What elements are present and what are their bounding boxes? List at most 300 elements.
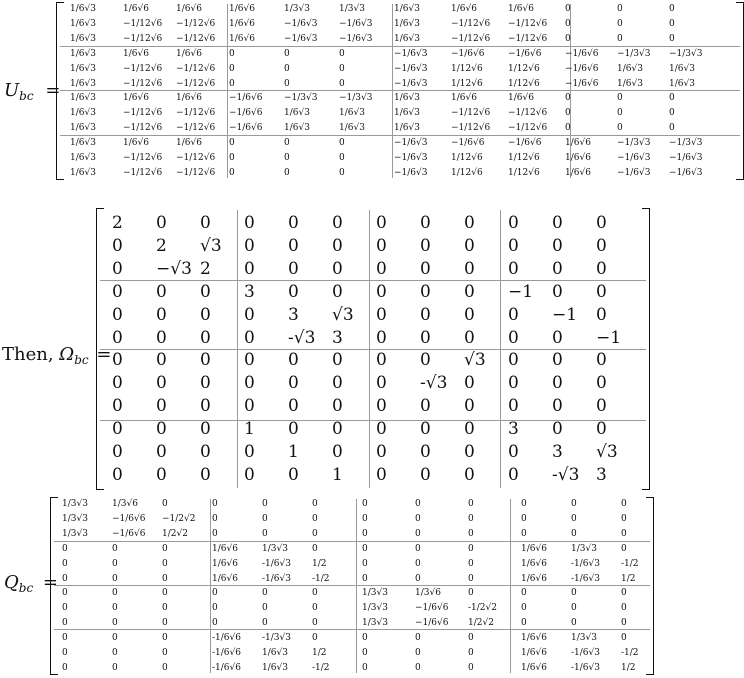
- q-matrix-cell: 0: [571, 603, 577, 614]
- o-matrix-cell: 0: [596, 304, 607, 325]
- u-matrix-cell: 1/6√3: [70, 123, 96, 134]
- q-matrix-cell: 0: [621, 543, 627, 554]
- q-matrix-cell: 1/2: [621, 662, 636, 673]
- u-matrix-cell: −1/6√3: [394, 137, 428, 148]
- q-matrix-cell: 0: [262, 603, 268, 614]
- o-matrix-cell: 0: [508, 327, 519, 348]
- q-matrix-cell: 1/6√6: [212, 558, 238, 569]
- u-matrix-cell: −1/12√6: [123, 108, 163, 119]
- q-matrix-cell: 0: [415, 529, 421, 540]
- o-matrix-cell: 0: [156, 304, 167, 325]
- o-matrix-cell: 0: [376, 281, 387, 302]
- u-matrix-cell: 1/6√6: [451, 93, 477, 104]
- q-matrix-cell: 0: [162, 647, 168, 658]
- q-matrix-cell: 0: [162, 573, 168, 584]
- q-matrix-cell: 0: [112, 662, 118, 673]
- o-matrix-cell: 1: [244, 418, 255, 439]
- o-matrix-cell: 0: [376, 464, 387, 485]
- o-matrix-cell: 0: [464, 396, 475, 417]
- omega-bc-matrix: [96, 208, 650, 490]
- o-matrix-cell: 0: [464, 236, 475, 257]
- u-matrix-cell: −1/12√6: [123, 167, 163, 178]
- u-matrix-cell: −1/12√6: [123, 78, 163, 89]
- q-matrix-cell: 0: [212, 499, 218, 510]
- q-matrix-cell: -1/2: [312, 662, 330, 673]
- u-matrix-cell: 1/12√6: [451, 167, 483, 178]
- o-matrix-cell: -√3: [288, 327, 316, 348]
- q-matrix-cell: 0: [362, 529, 368, 540]
- u-bc-label: [4, 80, 60, 103]
- u-matrix-cell: 1/6√6: [176, 93, 202, 104]
- u-matrix-cell: 0: [565, 4, 571, 15]
- o-matrix-cell: 0: [552, 327, 563, 348]
- o-matrix-cell: 0: [156, 396, 167, 417]
- q-matrix-cell: 1/3√3: [262, 543, 288, 554]
- q-matrix-cell: 0: [468, 662, 474, 673]
- o-matrix-cell: 0: [244, 259, 255, 280]
- u-matrix-cell: 1/6√3: [394, 4, 420, 15]
- o-matrix-cell: 0: [244, 350, 255, 371]
- u-matrix-cell: 1/6√3: [394, 108, 420, 119]
- o-matrix-cell: 0: [156, 464, 167, 485]
- u-matrix-cell: 1/6√3: [70, 78, 96, 89]
- o-matrix-cell: 0: [288, 418, 299, 439]
- u-matrix-cell: 1/6√3: [339, 108, 365, 119]
- u-matrix-cell: 1/6√6: [451, 4, 477, 15]
- q-matrix-cell: 0: [62, 573, 68, 584]
- q-matrix-cell: 1/6√6: [521, 558, 547, 569]
- o-matrix-cell: 0: [420, 464, 431, 485]
- u-matrix-cell: 0: [229, 167, 235, 178]
- q-matrix-cell: 1/3√3: [362, 588, 388, 599]
- u-matrix-cell: 1/6√6: [565, 167, 591, 178]
- u-matrix-cell: 0: [339, 78, 345, 89]
- u-matrix-cell: 0: [669, 108, 675, 119]
- q-matrix-cell: 1/6√6: [521, 543, 547, 554]
- u-matrix-cell: 1/6√6: [176, 4, 202, 15]
- o-matrix-cell: √3: [464, 350, 486, 371]
- q-matrix-cell: 0: [62, 632, 68, 643]
- u-matrix-cell: 1/6√3: [70, 152, 96, 163]
- q-left-bracket: [50, 497, 58, 675]
- u-matrix-cell: −1/6√3: [394, 152, 428, 163]
- q-matrix-cell: -1/2√2: [468, 603, 497, 614]
- u-matrix-cell: 1/6√6: [565, 137, 591, 148]
- q-matrix-cell: 0: [362, 543, 368, 554]
- o-matrix-cell: 0: [112, 464, 123, 485]
- u-matrix-cell: 1/6√6: [123, 93, 149, 104]
- o-matrix-cell: 0: [244, 213, 255, 234]
- q-matrix-cell: 0: [362, 573, 368, 584]
- q-matrix-cell: 0: [468, 514, 474, 525]
- o-matrix-cell: 0: [596, 236, 607, 257]
- q-matrix-cell: 0: [62, 603, 68, 614]
- u-matrix-cell: 1/6√3: [394, 19, 420, 30]
- o-matrix-cell: √3: [332, 304, 354, 325]
- o-matrix-cell: 2: [112, 213, 123, 234]
- u-label-subscript: bc: [19, 89, 34, 103]
- u-matrix-grid: [70, 2, 734, 180]
- o-matrix-cell: 0: [464, 373, 475, 394]
- q-matrix-cell: 0: [312, 514, 318, 525]
- q-matrix-cell: -1/3√3: [262, 632, 291, 643]
- o-matrix-cell: 0: [596, 373, 607, 394]
- q-matrix-cell: 0: [162, 543, 168, 554]
- u-matrix-cell: −1/12√6: [508, 123, 548, 134]
- u-matrix-cell: −1/12√6: [451, 19, 491, 30]
- o-matrix-cell: 0: [552, 281, 563, 302]
- q-matrix-cell: 0: [62, 588, 68, 599]
- o-matrix-cell: 0: [508, 213, 519, 234]
- u-matrix-cell: 0: [565, 123, 571, 134]
- q-matrix-cell: 0: [468, 529, 474, 540]
- u-matrix-cell: −1/6√3: [284, 34, 318, 45]
- u-matrix-cell: 0: [229, 137, 235, 148]
- q-matrix-cell: 0: [571, 618, 577, 629]
- u-matrix-cell: 1/12√6: [508, 78, 540, 89]
- q-matrix-cell: 0: [468, 558, 474, 569]
- u-label-symbol: U: [4, 80, 20, 101]
- u-matrix-cell: 1/6√3: [70, 108, 96, 119]
- u-matrix-cell: 0: [339, 63, 345, 74]
- u-matrix-cell: −1/3√3: [617, 48, 651, 59]
- q-matrix-cell: 0: [262, 514, 268, 525]
- q-matrix-cell: 0: [415, 499, 421, 510]
- o-matrix-cell: 0: [112, 373, 123, 394]
- u-matrix-cell: −1/12√6: [508, 19, 548, 30]
- q-label-symbol: Q: [4, 572, 19, 593]
- q-matrix-cell: 0: [621, 529, 627, 540]
- q-matrix-cell: 0: [262, 529, 268, 540]
- q-matrix-cell: 1/2√2: [162, 529, 188, 540]
- u-label-equals: =: [45, 80, 61, 101]
- q-matrix-cell: 0: [312, 618, 318, 629]
- q-matrix-cell: 0: [312, 603, 318, 614]
- u-matrix-cell: −1/6√6: [508, 137, 542, 148]
- q-matrix-cell: 0: [621, 588, 627, 599]
- u-matrix-cell: −1/6√3: [339, 34, 373, 45]
- o-matrix-cell: 0: [376, 396, 387, 417]
- o-matrix-cell: 0: [464, 441, 475, 462]
- q-matrix-cell: 1/2√2: [468, 618, 494, 629]
- q-matrix-cell: -1/2: [621, 647, 639, 658]
- q-matrix-cell: 0: [312, 632, 318, 643]
- q-matrix-cell: 1/3√3: [62, 499, 88, 510]
- o-matrix-cell: 0: [288, 396, 299, 417]
- u-matrix-cell: −1/12√6: [176, 123, 216, 134]
- q-matrix-cell: 0: [262, 588, 268, 599]
- q-matrix-cell: 1/6√6: [521, 647, 547, 658]
- q-matrix-cell: 0: [362, 514, 368, 525]
- u-matrix-cell: −1/6√3: [617, 167, 651, 178]
- q-matrix-cell: 0: [571, 499, 577, 510]
- q-matrix-cell: 0: [415, 558, 421, 569]
- u-matrix-cell: 0: [669, 34, 675, 45]
- o-matrix-cell: −1: [508, 281, 534, 302]
- o-matrix-cell: −1: [552, 304, 578, 325]
- q-matrix-cell: 0: [112, 647, 118, 658]
- q-matrix-cell: 0: [521, 603, 527, 614]
- q-matrix-cell: 1/6√6: [521, 632, 547, 643]
- o-matrix-cell: 0: [156, 418, 167, 439]
- u-matrix-cell: 1/6√3: [394, 123, 420, 134]
- u-matrix-cell: 1/6√3: [284, 108, 310, 119]
- u-matrix-cell: 1/6√6: [176, 137, 202, 148]
- u-matrix-cell: 0: [669, 4, 675, 15]
- o-matrix-cell: 0: [112, 418, 123, 439]
- o-matrix-cell: 0: [464, 304, 475, 325]
- u-matrix-cell: −1/12√6: [176, 167, 216, 178]
- q-matrix-cell: 0: [262, 618, 268, 629]
- u-matrix-cell: −1/6√3: [394, 78, 428, 89]
- o-matrix-cell: −√3: [156, 259, 192, 280]
- o-matrix-cell: 0: [332, 259, 343, 280]
- q-matrix-cell: 0: [212, 529, 218, 540]
- q-matrix-cell: 0: [162, 499, 168, 510]
- o-matrix-cell: 0: [244, 327, 255, 348]
- o-matrix-cell: 0: [420, 418, 431, 439]
- o-matrix-cell: 2: [200, 259, 211, 280]
- u-matrix-cell: −1/12√6: [451, 108, 491, 119]
- o-matrix-cell: 0: [420, 441, 431, 462]
- u-matrix-cell: 1/6√6: [508, 93, 534, 104]
- o-matrix-cell: 0: [200, 441, 211, 462]
- u-matrix-cell: 0: [565, 108, 571, 119]
- u-matrix-cell: −1/6√6: [229, 123, 263, 134]
- u-matrix-cell: 0: [284, 78, 290, 89]
- q-matrix-cell: 0: [571, 588, 577, 599]
- u-matrix-cell: −1/12√6: [451, 123, 491, 134]
- o-matrix-cell: 3: [332, 327, 343, 348]
- u-matrix-cell: −1/3√3: [617, 137, 651, 148]
- q-matrix-cell: 0: [621, 618, 627, 629]
- u-matrix-cell: −1/12√6: [176, 34, 216, 45]
- q-matrix-cell: 0: [112, 543, 118, 554]
- o-matrix-cell: 0: [156, 213, 167, 234]
- o-matrix-cell: 0: [508, 304, 519, 325]
- u-matrix-cell: −1/12√6: [508, 34, 548, 45]
- o-matrix-cell: 0: [464, 281, 475, 302]
- o-matrix-cell: -√3: [552, 464, 580, 485]
- omega-label-prefix: Then,: [2, 344, 60, 365]
- u-matrix-cell: 1/6√3: [617, 78, 643, 89]
- o-matrix-cell: 0: [464, 213, 475, 234]
- q-matrix-cell: 1/2: [621, 573, 636, 584]
- q-matrix-cell: −1/6√6: [415, 618, 449, 629]
- o-matrix-cell: 0: [112, 259, 123, 280]
- o-matrix-cell: 0: [200, 350, 211, 371]
- u-matrix-cell: −1/12√6: [123, 19, 163, 30]
- u-matrix-cell: −1/6√6: [229, 93, 263, 104]
- o-matrix-cell: 0: [288, 373, 299, 394]
- q-matrix-cell: 1/3√3: [571, 632, 597, 643]
- q-label-subscript: bc: [18, 581, 34, 595]
- q-matrix-cell: −1/6√6: [112, 529, 146, 540]
- u-matrix-cell: 1/6√6: [229, 34, 255, 45]
- o-matrix-cell: 0: [112, 396, 123, 417]
- q-matrix-cell: 0: [521, 499, 527, 510]
- u-matrix-cell: −1/3√3: [284, 93, 318, 104]
- o-matrix-cell: 0: [200, 281, 211, 302]
- u-matrix-cell: −1/6√6: [451, 137, 485, 148]
- q-matrix-cell: 0: [415, 647, 421, 658]
- o-matrix-cell: 0: [332, 281, 343, 302]
- o-matrix-cell: 0: [332, 236, 343, 257]
- u-matrix-cell: 1/6√6: [176, 48, 202, 59]
- u-matrix-cell: −1/12√6: [176, 19, 216, 30]
- o-matrix-cell: 0: [112, 304, 123, 325]
- o-matrix-cell: 0: [376, 373, 387, 394]
- u-matrix-cell: 0: [229, 63, 235, 74]
- q-matrix-cell: -1/6√6: [212, 632, 241, 643]
- u-matrix-cell: 0: [565, 34, 571, 45]
- o-matrix-cell: 0: [508, 236, 519, 257]
- q-matrix-cell: 0: [468, 588, 474, 599]
- o-matrix-cell: 0: [156, 327, 167, 348]
- o-matrix-cell: 0: [552, 350, 563, 371]
- o-matrix-cell: 0: [288, 350, 299, 371]
- u-matrix-cell: −1/12√6: [123, 63, 163, 74]
- q-matrix-cell: 0: [621, 603, 627, 614]
- o-matrix-cell: 0: [508, 259, 519, 280]
- q-matrix-cell: 0: [162, 588, 168, 599]
- u-matrix-cell: 1/12√6: [508, 63, 540, 74]
- o-matrix-cell: 0: [112, 236, 123, 257]
- o-matrix-cell: 0: [156, 350, 167, 371]
- q-matrix-cell: 0: [621, 632, 627, 643]
- o-matrix-cell: 0: [244, 396, 255, 417]
- q-matrix-cell: 0: [312, 499, 318, 510]
- u-matrix-cell: 0: [617, 4, 623, 15]
- u-matrix-cell: 1/6√6: [123, 137, 149, 148]
- u-matrix-cell: −1/6√6: [565, 63, 599, 74]
- o-matrix-cell: 0: [508, 373, 519, 394]
- u-matrix-cell: 1/6√3: [70, 93, 96, 104]
- q-matrix-cell: 0: [262, 499, 268, 510]
- o-matrix-cell: 0: [332, 441, 343, 462]
- q-label-equals: =: [42, 572, 58, 593]
- q-matrix-cell: 0: [112, 558, 118, 569]
- u-matrix-cell: 1/12√6: [508, 152, 540, 163]
- o-matrix-cell: 0: [156, 373, 167, 394]
- q-matrix-cell: 0: [312, 529, 318, 540]
- u-matrix-cell: 0: [669, 93, 675, 104]
- q-matrix-cell: 0: [362, 558, 368, 569]
- u-matrix-cell: 1/6√3: [70, 167, 96, 178]
- u-matrix-cell: −1/6√3: [394, 167, 428, 178]
- q-matrix-cell: 0: [162, 618, 168, 629]
- u-matrix-cell: −1/3√3: [339, 93, 373, 104]
- u-matrix-cell: 0: [669, 123, 675, 134]
- u-matrix-cell: 0: [229, 152, 235, 163]
- q-matrix-cell: 1/6√3: [262, 662, 288, 673]
- o-matrix-cell: 0: [596, 281, 607, 302]
- o-matrix-cell: 0: [552, 373, 563, 394]
- u-matrix-cell: 0: [565, 19, 571, 30]
- q-matrix-cell: 0: [571, 514, 577, 525]
- u-matrix-cell: 1/6√6: [123, 48, 149, 59]
- u-matrix-cell: −1/12√6: [176, 152, 216, 163]
- o-matrix-cell: 3: [288, 304, 299, 325]
- q-matrix-cell: 0: [621, 514, 627, 525]
- q-matrix-cell: 0: [212, 514, 218, 525]
- o-matrix-cell: 0: [376, 327, 387, 348]
- o-matrix-cell: 0: [552, 259, 563, 280]
- o-matrix-cell: 0: [112, 350, 123, 371]
- q-matrix-cell: 0: [62, 647, 68, 658]
- q-matrix-cell: 1/2: [312, 647, 327, 658]
- q-matrix-cell: −1/6√6: [415, 603, 449, 614]
- u-matrix-cell: −1/12√6: [508, 108, 548, 119]
- o-matrix-cell: 0: [420, 213, 431, 234]
- q-matrix-cell: 1/6√6: [521, 573, 547, 584]
- q-matrix-cell: 0: [212, 603, 218, 614]
- o-matrix-cell: √3: [596, 441, 618, 462]
- o-matrix-cell: 0: [596, 418, 607, 439]
- o-matrix-cell: 0: [200, 213, 211, 234]
- q-matrix-cell: -1/6√6: [212, 647, 241, 658]
- o-matrix-cell: 0: [508, 464, 519, 485]
- omega-label-symbol: Ω: [59, 344, 75, 365]
- o-matrix-cell: √3: [200, 236, 222, 257]
- o-matrix-cell: 0: [332, 350, 343, 371]
- o-matrix-cell: 0: [464, 259, 475, 280]
- u-matrix-cell: 1/12√6: [451, 78, 483, 89]
- o-matrix-cell: 0: [596, 213, 607, 234]
- u-matrix-cell: 1/6√3: [669, 63, 695, 74]
- q-matrix-cell: 0: [162, 603, 168, 614]
- o-matrix-cell: 0: [420, 304, 431, 325]
- q-matrix-cell: -1/6√3: [571, 662, 600, 673]
- u-matrix-cell: 0: [617, 108, 623, 119]
- u-matrix-cell: −1/6√3: [339, 19, 373, 30]
- u-matrix-cell: −1/6√3: [284, 19, 318, 30]
- u-matrix-cell: −1/3√3: [669, 137, 703, 148]
- u-matrix-cell: 1/6√3: [617, 63, 643, 74]
- u-matrix-cell: −1/6√6: [229, 108, 263, 119]
- o-matrix-cell: 0: [420, 350, 431, 371]
- o-matrix-cell: 0: [420, 259, 431, 280]
- q-matrix-cell: 0: [212, 618, 218, 629]
- u-matrix-cell: −1/12√6: [176, 63, 216, 74]
- u-matrix-cell: 1/6√6: [508, 4, 534, 15]
- u-matrix-cell: −1/12√6: [123, 123, 163, 134]
- q-matrix-cell: -1/6√3: [571, 558, 600, 569]
- u-matrix-cell: 1/3√3: [339, 4, 365, 15]
- u-matrix-cell: −1/6√6: [565, 78, 599, 89]
- u-matrix-cell: −1/6√6: [565, 48, 599, 59]
- o-matrix-cell: 0: [200, 418, 211, 439]
- o-matrix-cell: 0: [596, 396, 607, 417]
- u-matrix-cell: 0: [284, 48, 290, 59]
- q-matrix-cell: 1/3√6: [112, 499, 138, 510]
- q-matrix-cell: 0: [468, 632, 474, 643]
- u-matrix-cell: −1/3√3: [669, 48, 703, 59]
- u-matrix-cell: −1/12√6: [176, 108, 216, 119]
- u-matrix-cell: −1/6√3: [669, 167, 703, 178]
- o-matrix-cell: 1: [288, 441, 299, 462]
- o-matrix-cell: 0: [596, 259, 607, 280]
- u-matrix-cell: 1/6√3: [70, 4, 96, 15]
- q-matrix-cell: 0: [62, 558, 68, 569]
- o-matrix-cell: 0: [288, 236, 299, 257]
- u-matrix-cell: 1/6√6: [565, 152, 591, 163]
- u-matrix-cell: 1/6√3: [70, 48, 96, 59]
- o-matrix-cell: 0: [200, 396, 211, 417]
- u-matrix-cell: 1/6√3: [394, 93, 420, 104]
- q-matrix-cell: -1/6√3: [262, 573, 291, 584]
- u-matrix-cell: 0: [339, 48, 345, 59]
